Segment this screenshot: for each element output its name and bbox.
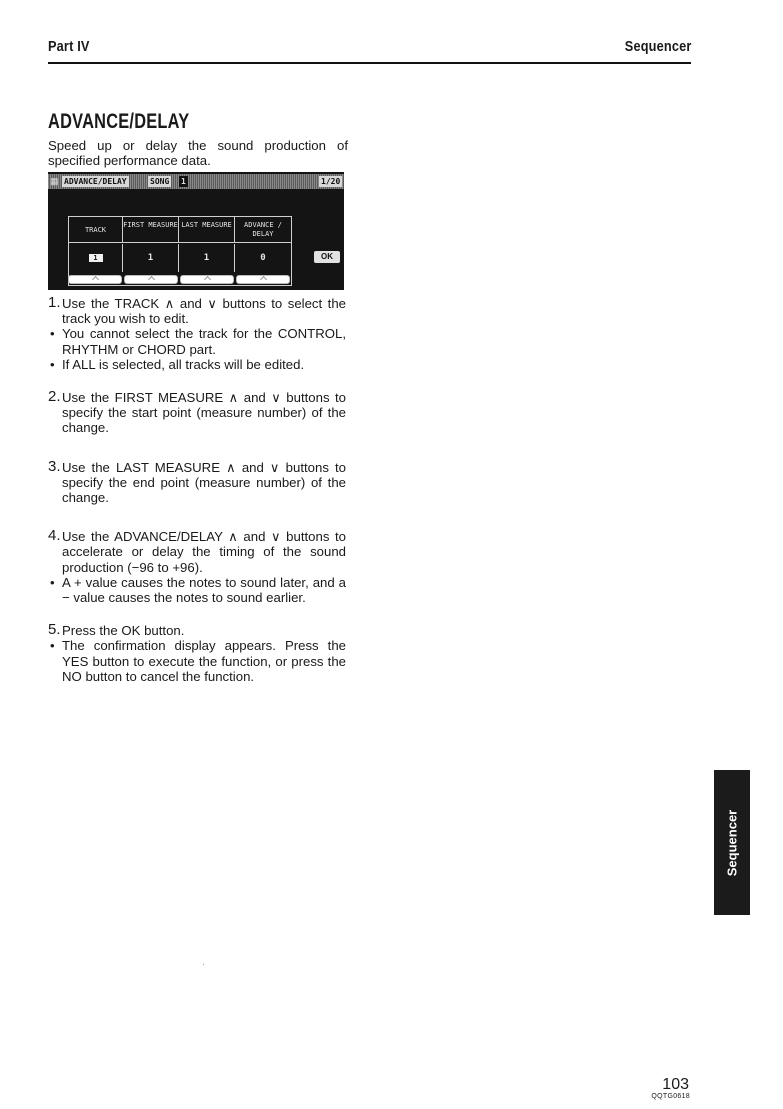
lcd-title-bar <box>48 174 344 189</box>
page-number: 103 <box>662 1076 689 1093</box>
step-4-bullet-1: • A + value causes the notes to sound later, and a − value causes the notes to sound earlier. <box>50 574 346 606</box>
instruction-steps <box>48 296 346 684</box>
lcd-button-row <box>68 275 288 287</box>
lcd-song-number: 1 <box>181 177 186 186</box>
lcd-last-value: 1 <box>179 244 235 272</box>
step-3: 3. Use the LAST MEASURE ∧ and ∨ buttons to specify the end point (measure number) of the change. <box>48 457 346 506</box>
chapter-label: Sequencer <box>624 38 691 55</box>
lcd-song-tag: SONG <box>150 177 170 186</box>
step-1-bullet-2: • If ALL is selected, all tracks will be edited. <box>50 356 305 372</box>
step-2: 2. Use the FIRST MEASURE ∧ and ∨ buttons to specify the start point (measure number) of the change. <box>48 388 346 436</box>
step-1: 1. Use the TRACK ∧ and ∨ buttons to select the track you wish to edit. <box>48 294 346 327</box>
lcd-first-value: 1 <box>123 244 179 272</box>
step-4: 4. Use the ADVANCE/DELAY ∧ and ∨ buttons to accelerate or delay the timing of the sound production (−96 to +96). <box>48 527 346 575</box>
lcd-menu-icon: ▦ <box>50 176 59 186</box>
section-side-tab <box>714 770 750 915</box>
step-1-bullet-1: • You cannot select the track for the CONTROL, RHYTHM or CHORD part. <box>50 326 346 357</box>
header-rule <box>48 62 691 64</box>
section-intro: Speed up or delay the sound production of specified performance data. <box>48 138 348 168</box>
lcd-col-last-header: LAST MEASURE <box>179 217 235 243</box>
lcd-display <box>48 172 344 290</box>
part-label: Part IV <box>48 38 90 55</box>
step-5: 5. Press the OK button. <box>48 621 185 639</box>
lcd-col-advance-header: ADVANCE / DELAY <box>235 217 291 243</box>
lcd-col-track-header: TRACK <box>69 217 123 243</box>
step-5-bullet-1: • The confirmation display appears. Press the YES button to execute the function, or press the NO button to cancel the function. <box>50 638 346 684</box>
section-title: ADVANCE/DELAY <box>48 110 190 133</box>
lcd-title-tag: ADVANCE/DELAY <box>64 177 127 186</box>
scan-speck <box>203 964 204 965</box>
side-tab-label: Sequencer <box>724 809 740 876</box>
lcd-track-button <box>68 275 122 284</box>
lcd-last-measure-button <box>180 275 234 284</box>
lcd-first-measure-button <box>124 275 178 284</box>
document-code: QQTG0618 <box>651 1093 690 1100</box>
lcd-track-value: 1 <box>69 244 123 272</box>
lcd-ok-button: OK <box>314 251 340 263</box>
lcd-col-first-header: FIRST MEASURE <box>123 217 179 243</box>
lcd-page-tag: 1/20 <box>321 177 341 186</box>
lcd-advance-value: 0 <box>260 253 266 263</box>
lcd-advance-delay-button <box>236 275 290 284</box>
